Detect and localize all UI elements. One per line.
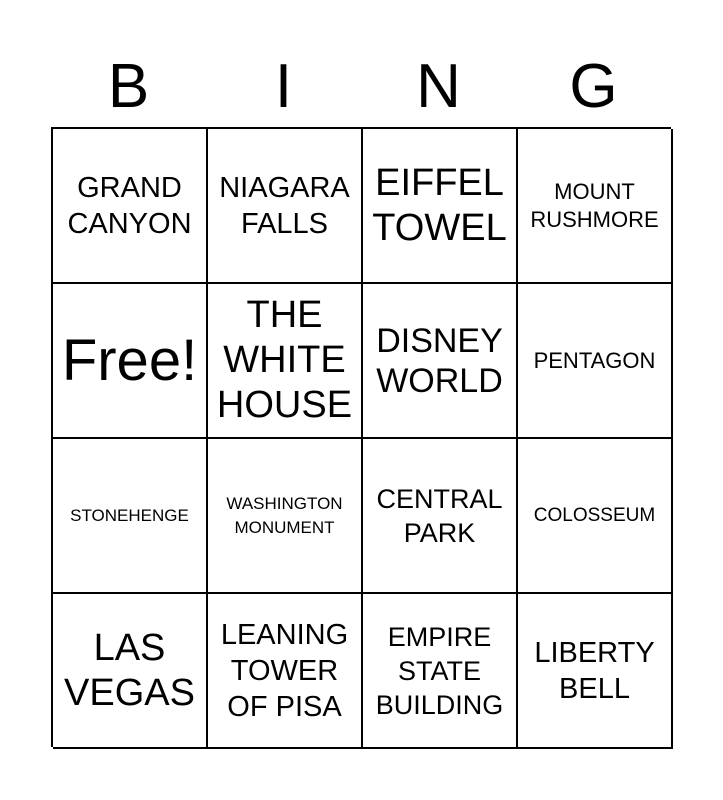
bingo-cell-label: MOUNT RUSHMORE bbox=[530, 178, 659, 232]
bingo-cell[interactable] bbox=[208, 284, 363, 439]
bingo-cell-label: WASHINGTON MONUMENT bbox=[226, 493, 343, 537]
bingo-cell[interactable] bbox=[518, 129, 673, 284]
bingo-cell-label: NIAGARA FALLS bbox=[219, 171, 350, 240]
bingo-cell[interactable] bbox=[363, 439, 518, 594]
bingo-cell-label: COLOSSEUM bbox=[533, 504, 656, 526]
bingo-cell[interactable] bbox=[53, 439, 208, 594]
bingo-cell-label: EIFFEL TOWEL bbox=[372, 161, 507, 249]
bingo-cell[interactable] bbox=[363, 129, 518, 284]
header-letter-b: B bbox=[107, 52, 150, 121]
header-letter-i: I bbox=[274, 52, 293, 121]
bingo-header bbox=[51, 52, 671, 122]
bingo-cell[interactable] bbox=[363, 284, 518, 439]
header-letter-n: N bbox=[416, 52, 461, 121]
bingo-cell-label: GRAND CANYON bbox=[67, 171, 192, 240]
bingo-cell[interactable] bbox=[208, 594, 363, 749]
bingo-cell[interactable] bbox=[518, 439, 673, 594]
bingo-cell-label: Free! bbox=[61, 327, 198, 393]
bingo-cell[interactable] bbox=[53, 594, 208, 749]
bingo-cell[interactable] bbox=[208, 129, 363, 284]
bingo-cell-label: PENTAGON bbox=[533, 347, 656, 373]
bingo-cell-label: DISNEY WORLD bbox=[376, 321, 503, 400]
bingo-cell-label: LAS VEGAS bbox=[64, 626, 195, 714]
bingo-cell-label: LIBERTY BELL bbox=[534, 636, 655, 705]
bingo-cell[interactable] bbox=[518, 594, 673, 749]
bingo-cell-label: CENTRAL PARK bbox=[376, 483, 503, 548]
bingo-cell-label: STONEHENGE bbox=[70, 505, 189, 525]
bingo-cell[interactable] bbox=[363, 594, 518, 749]
bingo-cell-label: THE WHITE HOUSE bbox=[216, 294, 353, 426]
bingo-cell[interactable] bbox=[53, 129, 208, 284]
bingo-cell[interactable] bbox=[518, 284, 673, 439]
bingo-card-grid bbox=[51, 127, 671, 747]
bingo-free-cell[interactable] bbox=[53, 284, 208, 439]
bingo-cell-label: EMPIRE STATE BUILDING bbox=[375, 621, 504, 720]
header-letter-g: G bbox=[569, 52, 618, 121]
bingo-cell[interactable] bbox=[208, 439, 363, 594]
bingo-cell-label: LEANING TOWER OF PISA bbox=[220, 618, 349, 723]
